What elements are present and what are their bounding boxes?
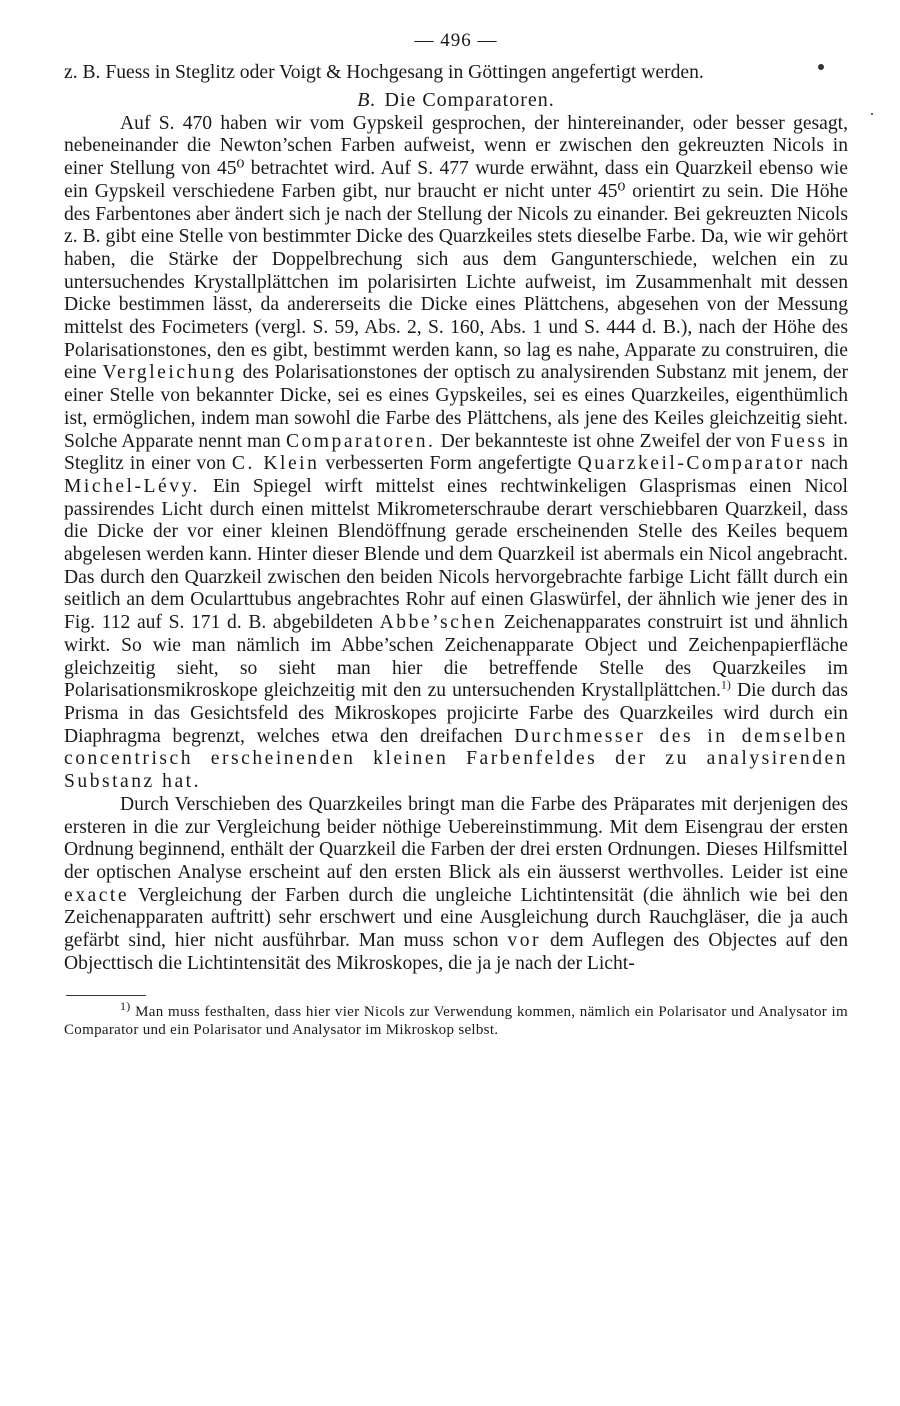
footnote-mark: 1) <box>120 999 131 1014</box>
spaced-emphasis: Vergleichung <box>102 362 237 384</box>
spaced-emphasis: Durchmesser des in demselben concentrisch erscheinenden kleinen Farbenfeldes der zu analysirenden Substanz hat. <box>64 725 849 793</box>
text-run: des Polarisationstones der optisch zu analysirenden Substanz mit jenem, der einer Stelle von bekannter Dicke, sei es eines Gypskeiles, sei es eines Quarzkeiles, eigenthümlich ist, ermöglichen, indem man sowohl die Farbe des Plättchens, als jene des Keiles gleichzeitig sieht. Solche Apparate nennt man <box>64 362 848 452</box>
text-run: Ein Spiegel wirft mittelst eines rechtwinkeligen Glasprismas einen Nicol passirendes Licht durch einen mittelst Mikrometerschraube derart verschiebbaren Quarzkeil, dass die Dicke der vor einer kleinen Blendöffnung gerade erscheinenden Stelle des Keiles bequem abgelesen werden kann. Hinter dieser Blende und dem Quarzkeil ist abermals ein Nicol angebracht. Das durch den Quarzkeil zwischen den beiden Nicols hervorgebrachte farbige Licht fällt durch ein seitlich an dem Ocularttubus angebrachtes Rohr auf einen Glaswürfel, der ähnlich wie jener des in Fig. 112 auf S. 171 d. B. abgebildeten <box>64 475 848 634</box>
book-page <box>64 30 848 1040</box>
text-run: nach <box>811 453 849 475</box>
paragraph-comparators <box>64 113 848 794</box>
text-run: Zeichenapparates construirt ist und ähnlich wirkt. So wie man nämlich im Abbe’schen Zeichenapparate Object und Zeichenpapierfläche gleichzeitig sieht, so sieht man hier die betreffende Stelle des Quarzkeiles im Polarisationsmikroskope gleichzeitig mit den zu untersuchenden Krystallplättchen. <box>64 612 848 702</box>
text-run: Der bekannteste ist ohne Zweifel der von <box>440 430 766 452</box>
text-run: Die durch das Prisma in das Gesichtsfeld des Mikroskopes projicirte Farbe des Quarzkeiles wird durch ein Diaphragma begrenzt, welches etwa den dreifachen <box>64 680 848 747</box>
footnote-text: Man muss festhalten, dass hier vier Nicols zur Verwendung kommen, nämlich ein Polarisator und Analysator im Comparator und ein Polarisator und Analysator im Mikroskop selbst. <box>64 1004 848 1039</box>
spaced-emphasis: Fuess <box>770 430 828 452</box>
spaced-emphasis: vor <box>507 930 542 952</box>
text-run: Auf S. 470 haben wir vom Gypskeil gesprochen, der hintereinander, oder besser gesagt, nebeneinander die Newton’schen Farben aufweist, wenn er zwischen den gekreuzten Nicols in einer Stellung von 45⁰ betrachtet wird. Auf S. 477 wurde erwähnt, dass ein Quarzkeil ebenso wie ein Gypskeil verschiedene Farben gibt, nur braucht er nicht unter 45⁰ orientirt zu sein. Die Höhe des Farbentones aber ändert sich je nach der Stellung der Nicols zu einander. Bei gekreuzten Nicols z. B. gibt eine Stelle von bestimmter Dicke des Quarzkeiles stets dieselbe Farbe. Da, wie wir gehört haben, die Stärke der Doppelbrechung sich aus dem Gangunterschiede, welchen ein zu untersuchendes Krystallplättchen im polarisirten Lichte aufweist, im Zusammenhalt mit dessen Dicke bestimmen lässt, da andererseits die Dicke eines Plättchens, abgesehen von der Messung mittelst des Focimeters (vergl. S. 59, Abs. 2, S. 160, Abs. 1 und S. 444 d. B.), nach der Höhe des Polarisationstones, den es gibt, bestimmt werden kann, so lag es nahe, Apparate zu construiren, die eine <box>64 112 848 384</box>
spaced-emphasis: C. Klein <box>231 453 320 475</box>
text-run: verbesserten Form angefertigte <box>325 453 572 475</box>
spaced-emphasis: Abbe’schen <box>379 612 498 634</box>
spaced-emphasis: Michel-Lévy. <box>64 475 200 497</box>
text-run: Durch Verschieben des Quarzkeiles bringt man die Farbe des Präparates mit derjenigen des ersteren in die zur Vergleichung beider nöthige Uebereinstimmung. Mit dem Eisengrau der ersten Ordnung beginnend, enthält der Quarzkeil die Farben der drei ersten Ordnungen. Dieses Hilfsmittel der optischen Analyse erscheint auf den ersten Blick als ein äusserst werthvolles. Leider ist eine <box>64 793 848 883</box>
footnote-reference[interactable]: 1) <box>720 677 731 692</box>
intro-paragraph: z. B. Fuess in Steglitz oder Voigt & Hochgesang in Göttingen angefertigt werden. <box>64 62 704 83</box>
text-run: Vergleichung der Farben durch die ungleiche Lichtintensität (die ähnlich wie bei den Zeichenapparaten auftritt) sehr erschwert und eine Ausgleichung durch Rauchgläser, die ja auch gefärbt sind, hier nicht ausführbar. Man muss schon <box>64 884 848 952</box>
section-heading <box>64 89 848 112</box>
spaced-emphasis: exacte <box>64 884 130 906</box>
spaced-emphasis: Quarzkeil-Comparator <box>577 453 805 475</box>
footnote-divider <box>66 995 146 996</box>
print-speck <box>871 113 873 115</box>
footnote <box>64 999 848 1039</box>
spaced-emphasis: Comparatoren. <box>285 430 436 452</box>
page-number: — 496 — <box>414 30 498 51</box>
text-run: in Steglitz in einer von <box>64 430 848 475</box>
text-run: dem Auflegen des Objectes auf den Objecttisch die Lichtintensität des Mikroskopes, die ja je nach der Licht- <box>64 930 848 974</box>
paragraph-usage <box>64 794 848 976</box>
print-speck <box>818 64 824 70</box>
section-letter: B. <box>357 88 377 111</box>
section-title: Die Comparatoren. <box>384 88 555 111</box>
